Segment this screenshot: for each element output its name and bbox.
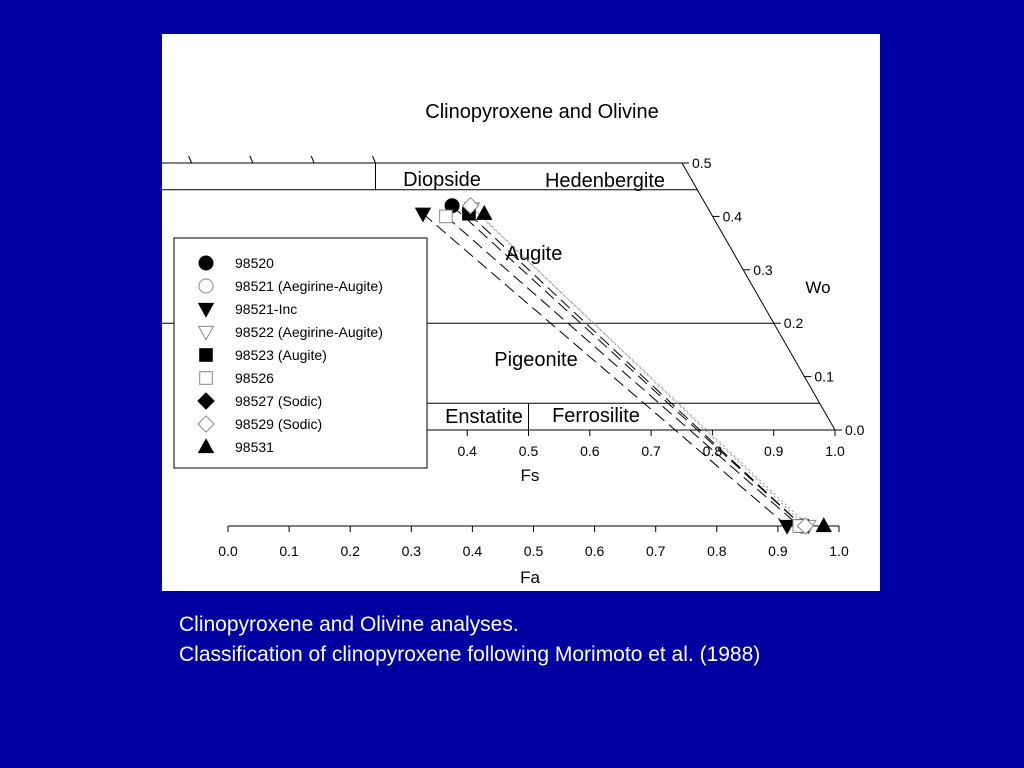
olivine-point-98521-inc <box>780 520 795 533</box>
field-labels <box>403 169 665 428</box>
top-edge-tick-3 <box>250 156 253 163</box>
legend-label-98521-inc: 98521-Inc <box>235 301 298 317</box>
legend-label-98526: 98526 <box>235 370 274 386</box>
fs-tick-label-0.4: 0.4 <box>457 443 477 459</box>
x-axis-label-fs: Fs <box>520 466 540 485</box>
fa-tick-label-0.1: 0.1 <box>279 543 299 559</box>
field-label-diopside: Diopside <box>403 169 481 191</box>
top-edge-tick-4 <box>311 156 314 163</box>
legend-label-98523: 98523 (Augite) <box>235 347 327 363</box>
wo-tick-label-0.1: 0.1 <box>814 368 834 385</box>
fs-tick-label-0.7: 0.7 <box>641 443 661 459</box>
fa-tick-label-0.9: 0.9 <box>768 543 788 559</box>
field-label-hedenbergite: Hedenbergite <box>544 170 666 192</box>
field-label-enstatite: Enstatite <box>445 406 523 428</box>
wo-tick-label-0.4: 0.4 <box>722 208 743 225</box>
legend-marker-98520 <box>199 256 213 270</box>
legend-label-98531: 98531 <box>235 439 274 455</box>
olivine-point-98531 <box>816 518 831 531</box>
legend-label-98522: 98522 (Aegirine-Augite) <box>235 324 383 340</box>
fs-tick-label-1.0: 1.0 <box>825 443 845 459</box>
legend <box>174 238 427 468</box>
data-points <box>416 198 831 534</box>
wo-tick-label-0.3: 0.3 <box>753 261 773 278</box>
legend-marker-98523-augite <box>200 349 213 362</box>
fa-tick-label-0.6: 0.6 <box>584 543 605 559</box>
field-label-pigeonite: Pigeonite <box>494 349 578 371</box>
legend-markers <box>198 256 214 453</box>
tie-line-98521-inc <box>423 214 787 526</box>
chart-title: Clinopyroxene and Olivine <box>425 101 659 123</box>
cpx-point-98526 <box>440 210 453 223</box>
cpx-point-98531 <box>477 206 492 219</box>
legend-label-98529: 98529 (Sodic) <box>235 416 323 432</box>
fa-tick-label-0.7: 0.7 <box>645 543 666 559</box>
fa-tick-label-0.4: 0.4 <box>462 543 483 559</box>
tie-line-98526 <box>446 216 799 526</box>
legend-label-98521: 98521 (Aegirine-Augite) <box>235 278 383 294</box>
top-edge-tick-2 <box>189 156 192 163</box>
wo-tick-label-0.2: 0.2 <box>783 315 804 332</box>
slide-caption <box>179 610 760 670</box>
axis-label-wo: Wo <box>805 278 831 297</box>
fs-tick-label-0.6: 0.6 <box>580 443 600 459</box>
chart-svg <box>162 34 880 591</box>
field-label-augite: Augite <box>505 243 563 265</box>
legend-marker-98526 <box>200 372 213 385</box>
figure-panel <box>162 34 880 591</box>
cpx-point-98521-inc <box>416 208 431 221</box>
top-edge-tick-5 <box>373 156 376 163</box>
fa-tick-label-0.3: 0.3 <box>401 543 422 559</box>
fs-tick-label-0.5: 0.5 <box>518 443 539 459</box>
fa-tick-label-0.8: 0.8 <box>707 543 727 559</box>
wo-tick-label-0.5: 0.5 <box>692 155 712 171</box>
fa-tick-label-0.0: 0.0 <box>218 543 238 559</box>
caption-line-1: Clinopyroxene and Olivine analyses. <box>179 613 519 636</box>
fa-tick-label-0.2: 0.2 <box>340 543 360 559</box>
fa-tick-label-1.0: 1.0 <box>829 543 849 559</box>
fs-tick-label-0.8: 0.8 <box>702 443 723 459</box>
wo-tick-label-0.0: 0.0 <box>845 422 865 438</box>
legend-label-98520: 98520 <box>235 255 274 271</box>
legend-marker-98521-aegirine-augite <box>199 279 213 293</box>
x-axis-label-fa: Fa <box>520 568 540 587</box>
tie-lines <box>423 206 808 526</box>
fa-tick-label-0.5: 0.5 <box>523 543 544 559</box>
caption-line-2: Classification of clinopyroxene following Morimoto et al. (1988) <box>179 643 761 666</box>
legend-label-98527: 98527 (Sodic) <box>235 393 323 409</box>
fs-tick-label-0.9: 0.9 <box>763 443 784 459</box>
field-label-ferrosilite: Ferrosilite <box>552 405 640 427</box>
olivine-axis <box>218 526 849 559</box>
